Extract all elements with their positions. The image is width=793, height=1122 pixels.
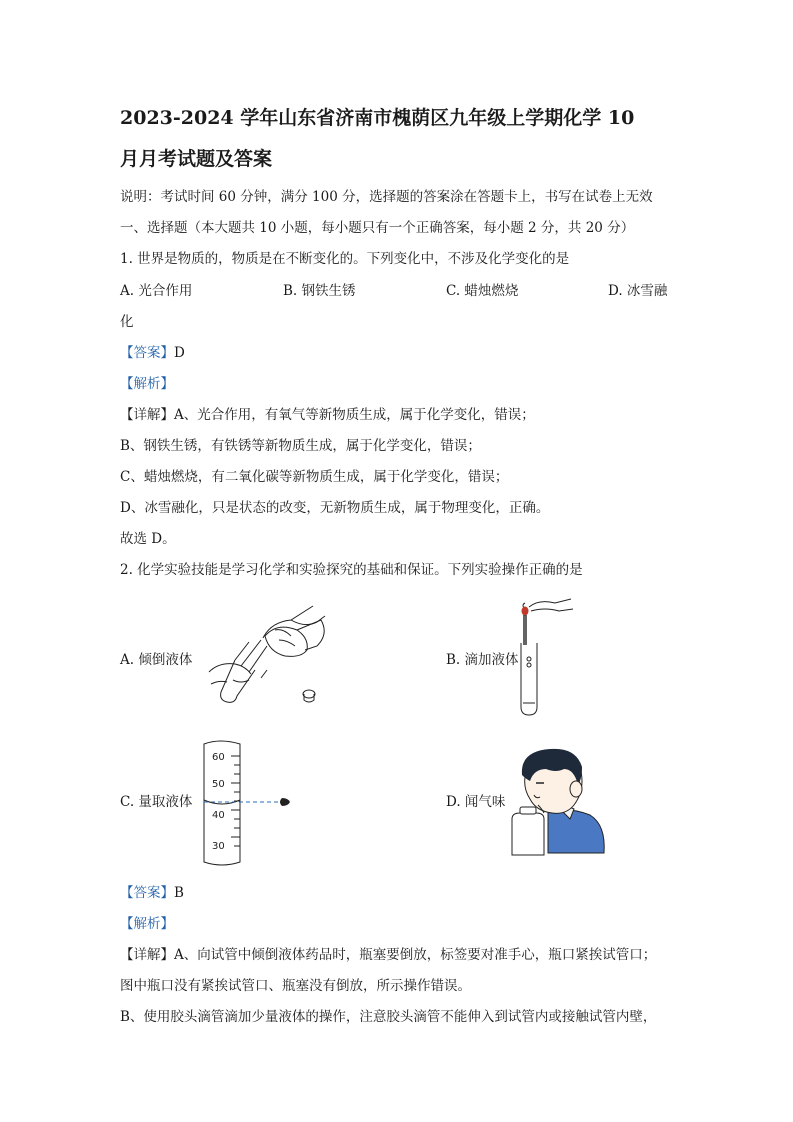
answer-tag: 【答案】: [120, 345, 174, 361]
detail-tag: 【详解】: [120, 407, 174, 423]
cylinder-tick-30: 30: [212, 841, 225, 852]
q2-detail-a-line2: 图中瓶口没有紧挨试管口、瓶塞没有倒放，所示操作错误。: [120, 978, 471, 994]
cylinder-tick-50: 50: [212, 779, 225, 790]
detail-tag: 【详解】: [120, 947, 174, 963]
q2-detail-b-line1: B、使用胶头滴管滴加少量液体的操作，注意胶头滴管不能伸入到试管内或接触试管内壁，: [120, 1009, 657, 1025]
q1-answer-line: [120, 344, 185, 362]
q2-analysis-tag: 【解析】: [120, 916, 174, 932]
q1-option-d: D. 冰雪融: [608, 283, 668, 299]
q1-option-b: B. 钢铁生锈: [283, 283, 356, 299]
q1-conclusion: 故选 D。: [120, 531, 176, 547]
q1-detail-c: C、蜡烛燃烧，有二氧化碳等新物质生成，属于化学变化，错误；: [120, 469, 509, 485]
q2-option-d: D. 闻气味: [446, 794, 506, 810]
cylinder-tick-60: 60: [212, 752, 225, 763]
graduated-cylinder-figure: [198, 738, 298, 868]
q1-option-d-continued: 化: [120, 314, 134, 330]
cylinder-tick-40: 40: [212, 810, 225, 821]
q1-detail-a-text: A、光合作用，有氧气等新物质生成，属于化学变化，错误；: [174, 407, 535, 423]
section-heading: 一、选择题（本大题共 10 小题，每小题只有一个正确答案，每小题 2 分，共 20 分）: [120, 220, 635, 236]
title-line-2: 月月考试题及答案: [120, 148, 273, 170]
q2-answer-line: [120, 884, 184, 902]
q1-answer-value: D: [174, 345, 185, 361]
q1-stem: 1. 世界是物质的，物质是在不断变化的。下列变化中，不涉及化学变化的是: [120, 251, 570, 267]
q2-detail-a1-text: A、向试管中倾倒液体药品时，瓶塞要倒放，标签要对准手心，瓶口紧挨试管口；: [174, 947, 657, 963]
q1-detail-b: B、钢铁生锈，有铁锈等新物质生成，属于化学变化，错误；: [120, 438, 481, 454]
q2-option-a: A. 倾倒液体: [120, 652, 193, 668]
answer-tag: 【答案】: [120, 885, 174, 901]
q2-detail-a-line1: [120, 946, 656, 964]
q2-stem: 2. 化学实验技能是学习化学和实验探究的基础和保证。下列实验操作正确的是: [120, 562, 583, 578]
q2-option-c: C. 量取液体: [120, 794, 193, 810]
q2-option-b: B. 滴加液体: [446, 652, 519, 668]
q1-detail-a: [120, 406, 535, 424]
dropper-figure: [515, 593, 575, 721]
q2-answer-value: B: [174, 885, 184, 901]
title-line-1: 2023-2024 学年山东省济南市槐荫区九年级上学期化学 10: [120, 107, 635, 129]
smelling-gas-figure: [508, 747, 608, 859]
q1-detail-d: D、冰雪融化，只是状态的改变，无新物质生成，属于物理变化，正确。: [120, 500, 550, 516]
q1-option-a: A. 光合作用: [120, 283, 193, 299]
exam-instructions: 说明：考试时间 60 分钟，满分 100 分，选择题的答案涂在答题卡上，书写在试卷上无效: [120, 189, 653, 205]
q1-analysis-tag: 【解析】: [120, 376, 174, 392]
pouring-liquid-figure: [205, 600, 335, 712]
q1-option-c: C. 蜡烛燃烧: [446, 283, 519, 299]
